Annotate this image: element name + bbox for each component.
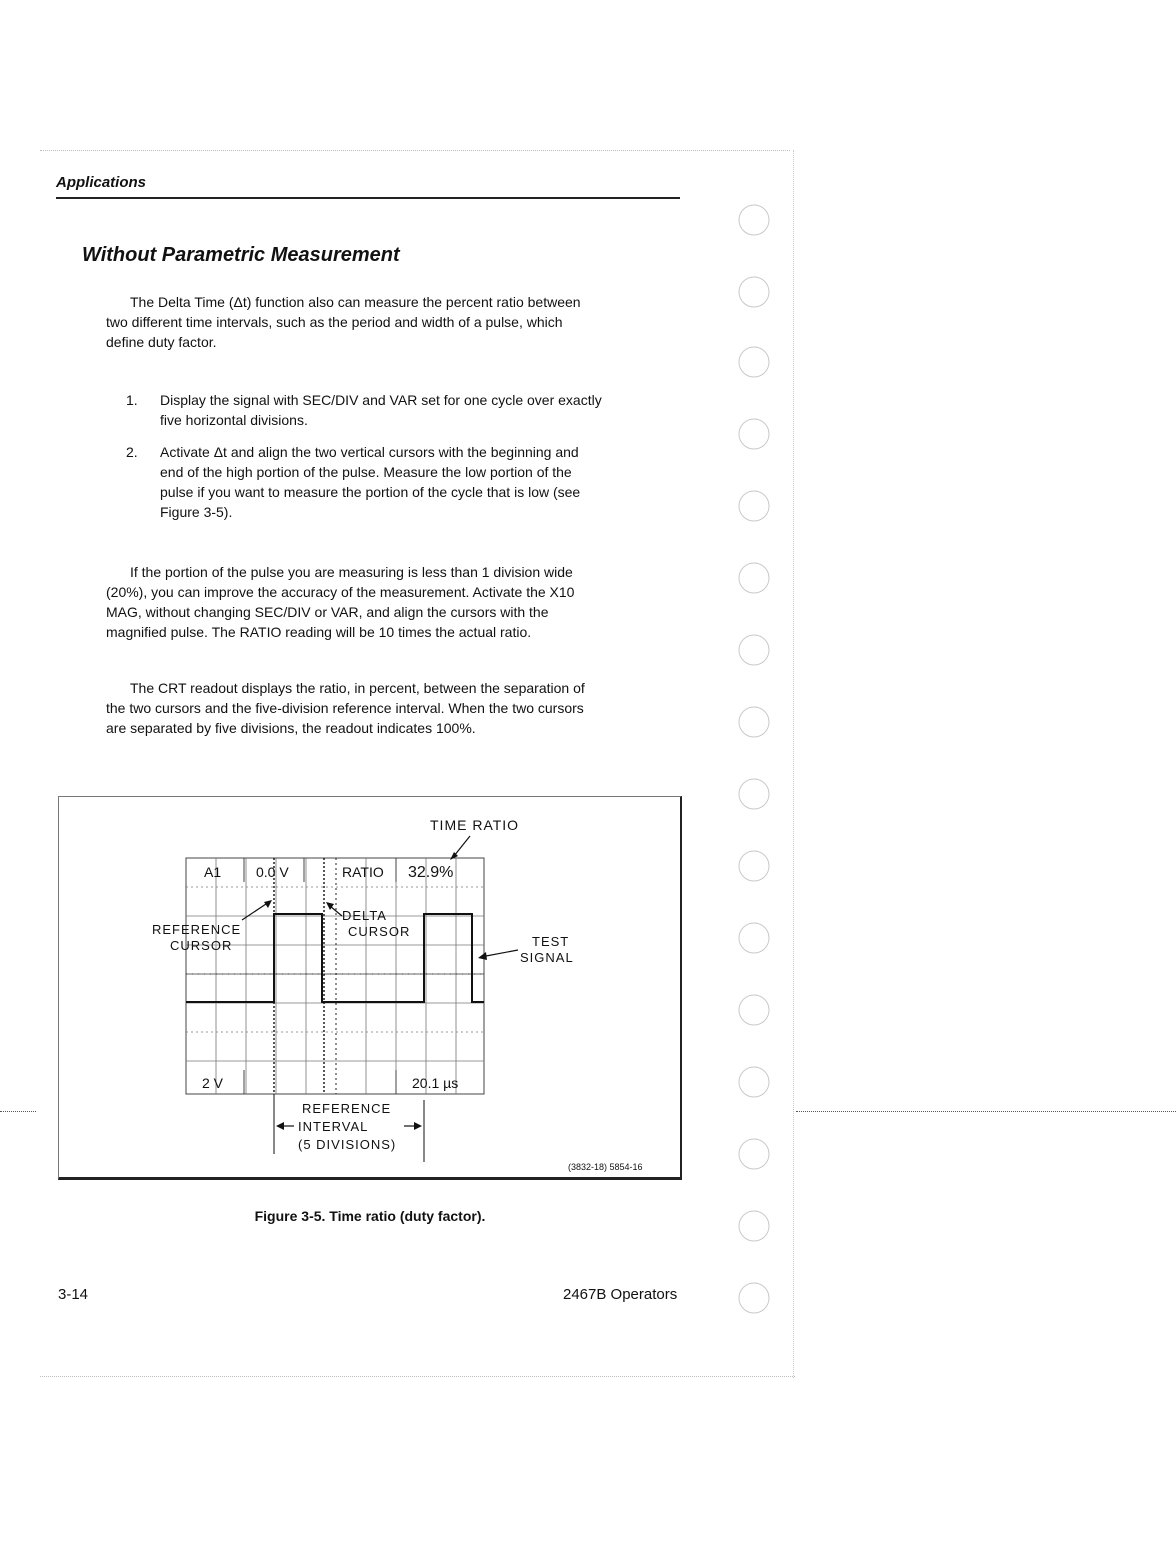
intro-paragraph <box>106 292 686 352</box>
callout-reference-cursor-2: CURSOR <box>170 938 233 953</box>
step-1 <box>126 390 706 438</box>
callout-delta-cursor-2: CURSOR <box>348 924 411 939</box>
para-line: If the portion of the pulse you are measuring is less than 1 division wide <box>130 564 573 580</box>
callout-test-signal-1: TEST <box>532 934 570 949</box>
para-line: the two cursors and the five-division reference interval. When the two cursors <box>106 700 584 716</box>
readout-voltage: 0.0 V <box>256 864 289 880</box>
figure-code: (3832-18) 5854-16 <box>568 1162 643 1172</box>
scan-line-left <box>0 1111 36 1112</box>
para-line: (20%), you can improve the accuracy of the measurement. Activate the X10 <box>106 584 575 600</box>
step-line: Figure 3-5). <box>160 504 233 520</box>
page-bottom-edge <box>40 1376 795 1377</box>
step-number: 2. <box>126 444 138 460</box>
page-number: 3-14 <box>58 1286 89 1303</box>
readout-time-div: 20.1 µs <box>412 1075 459 1091</box>
readout-paragraph <box>106 678 696 738</box>
graticule <box>186 858 484 1094</box>
section-heading: Without Parametric Measurement <box>82 244 400 266</box>
step-line: five horizontal divisions. <box>160 412 308 428</box>
para-line: The CRT readout displays the ratio, in percent, between the separation of <box>130 680 585 696</box>
intro-line: define duty factor. <box>106 334 217 350</box>
step-number: 1. <box>126 392 138 408</box>
intro-line: two different time intervals, such as the period and width of a pulse, which <box>106 314 563 330</box>
readout-volts-div: 2 V <box>202 1075 224 1091</box>
para-line: MAG, without changing SEC/DIV or VAR, and align the cursors with the <box>106 604 549 620</box>
page-right-edge <box>793 150 794 1378</box>
callout-time-ratio: TIME RATIO <box>430 817 520 833</box>
callout-reference-interval-1: REFERENCE <box>302 1101 392 1116</box>
callout-reference-interval-3: (5 DIVISIONS) <box>298 1137 397 1152</box>
step-line: Display the signal with SEC/DIV and VAR set for one cycle over exactly <box>160 392 602 408</box>
accuracy-paragraph <box>106 562 686 642</box>
callout-reference-interval-2: INTERVAL <box>298 1119 369 1134</box>
readout-ratio-label: RATIO <box>342 864 384 880</box>
scan-line-right <box>796 1111 1176 1112</box>
para-line: are separated by five divisions, the readout indicates 100%. <box>106 720 476 736</box>
step-line: Activate Δt and align the two vertical cursors with the beginning and <box>160 444 579 460</box>
binder-holes <box>730 190 780 1330</box>
readout-ratio-value: 32.9% <box>408 864 454 881</box>
figure-caption: Figure 3-5. Time ratio (duty factor). <box>254 1208 486 1224</box>
crt-figure <box>58 796 682 1180</box>
step-line: pulse if you want to measure the portion of the cycle that is low (see <box>160 484 581 500</box>
page-top-edge <box>40 150 790 151</box>
readout-channel: A1 <box>204 864 222 880</box>
step-2 <box>126 442 706 526</box>
callout-test-signal-2: SIGNAL <box>520 950 574 965</box>
intro-line: The Delta Time (Δt) function also can measure the percent ratio between <box>130 294 581 310</box>
manual-title: 2467B Operators <box>563 1286 678 1303</box>
step-line: end of the high portion of the pulse. Measure the low portion of the <box>160 464 572 480</box>
header-rule <box>56 197 680 199</box>
step-list <box>126 390 706 526</box>
callout-delta-cursor-1: DELTA <box>342 908 387 923</box>
para-line: magnified pulse. The RATIO reading will be 10 times the actual ratio. <box>106 624 532 640</box>
section-label: Applications <box>56 174 147 191</box>
callout-reference-cursor-1: REFERENCE <box>152 922 242 937</box>
